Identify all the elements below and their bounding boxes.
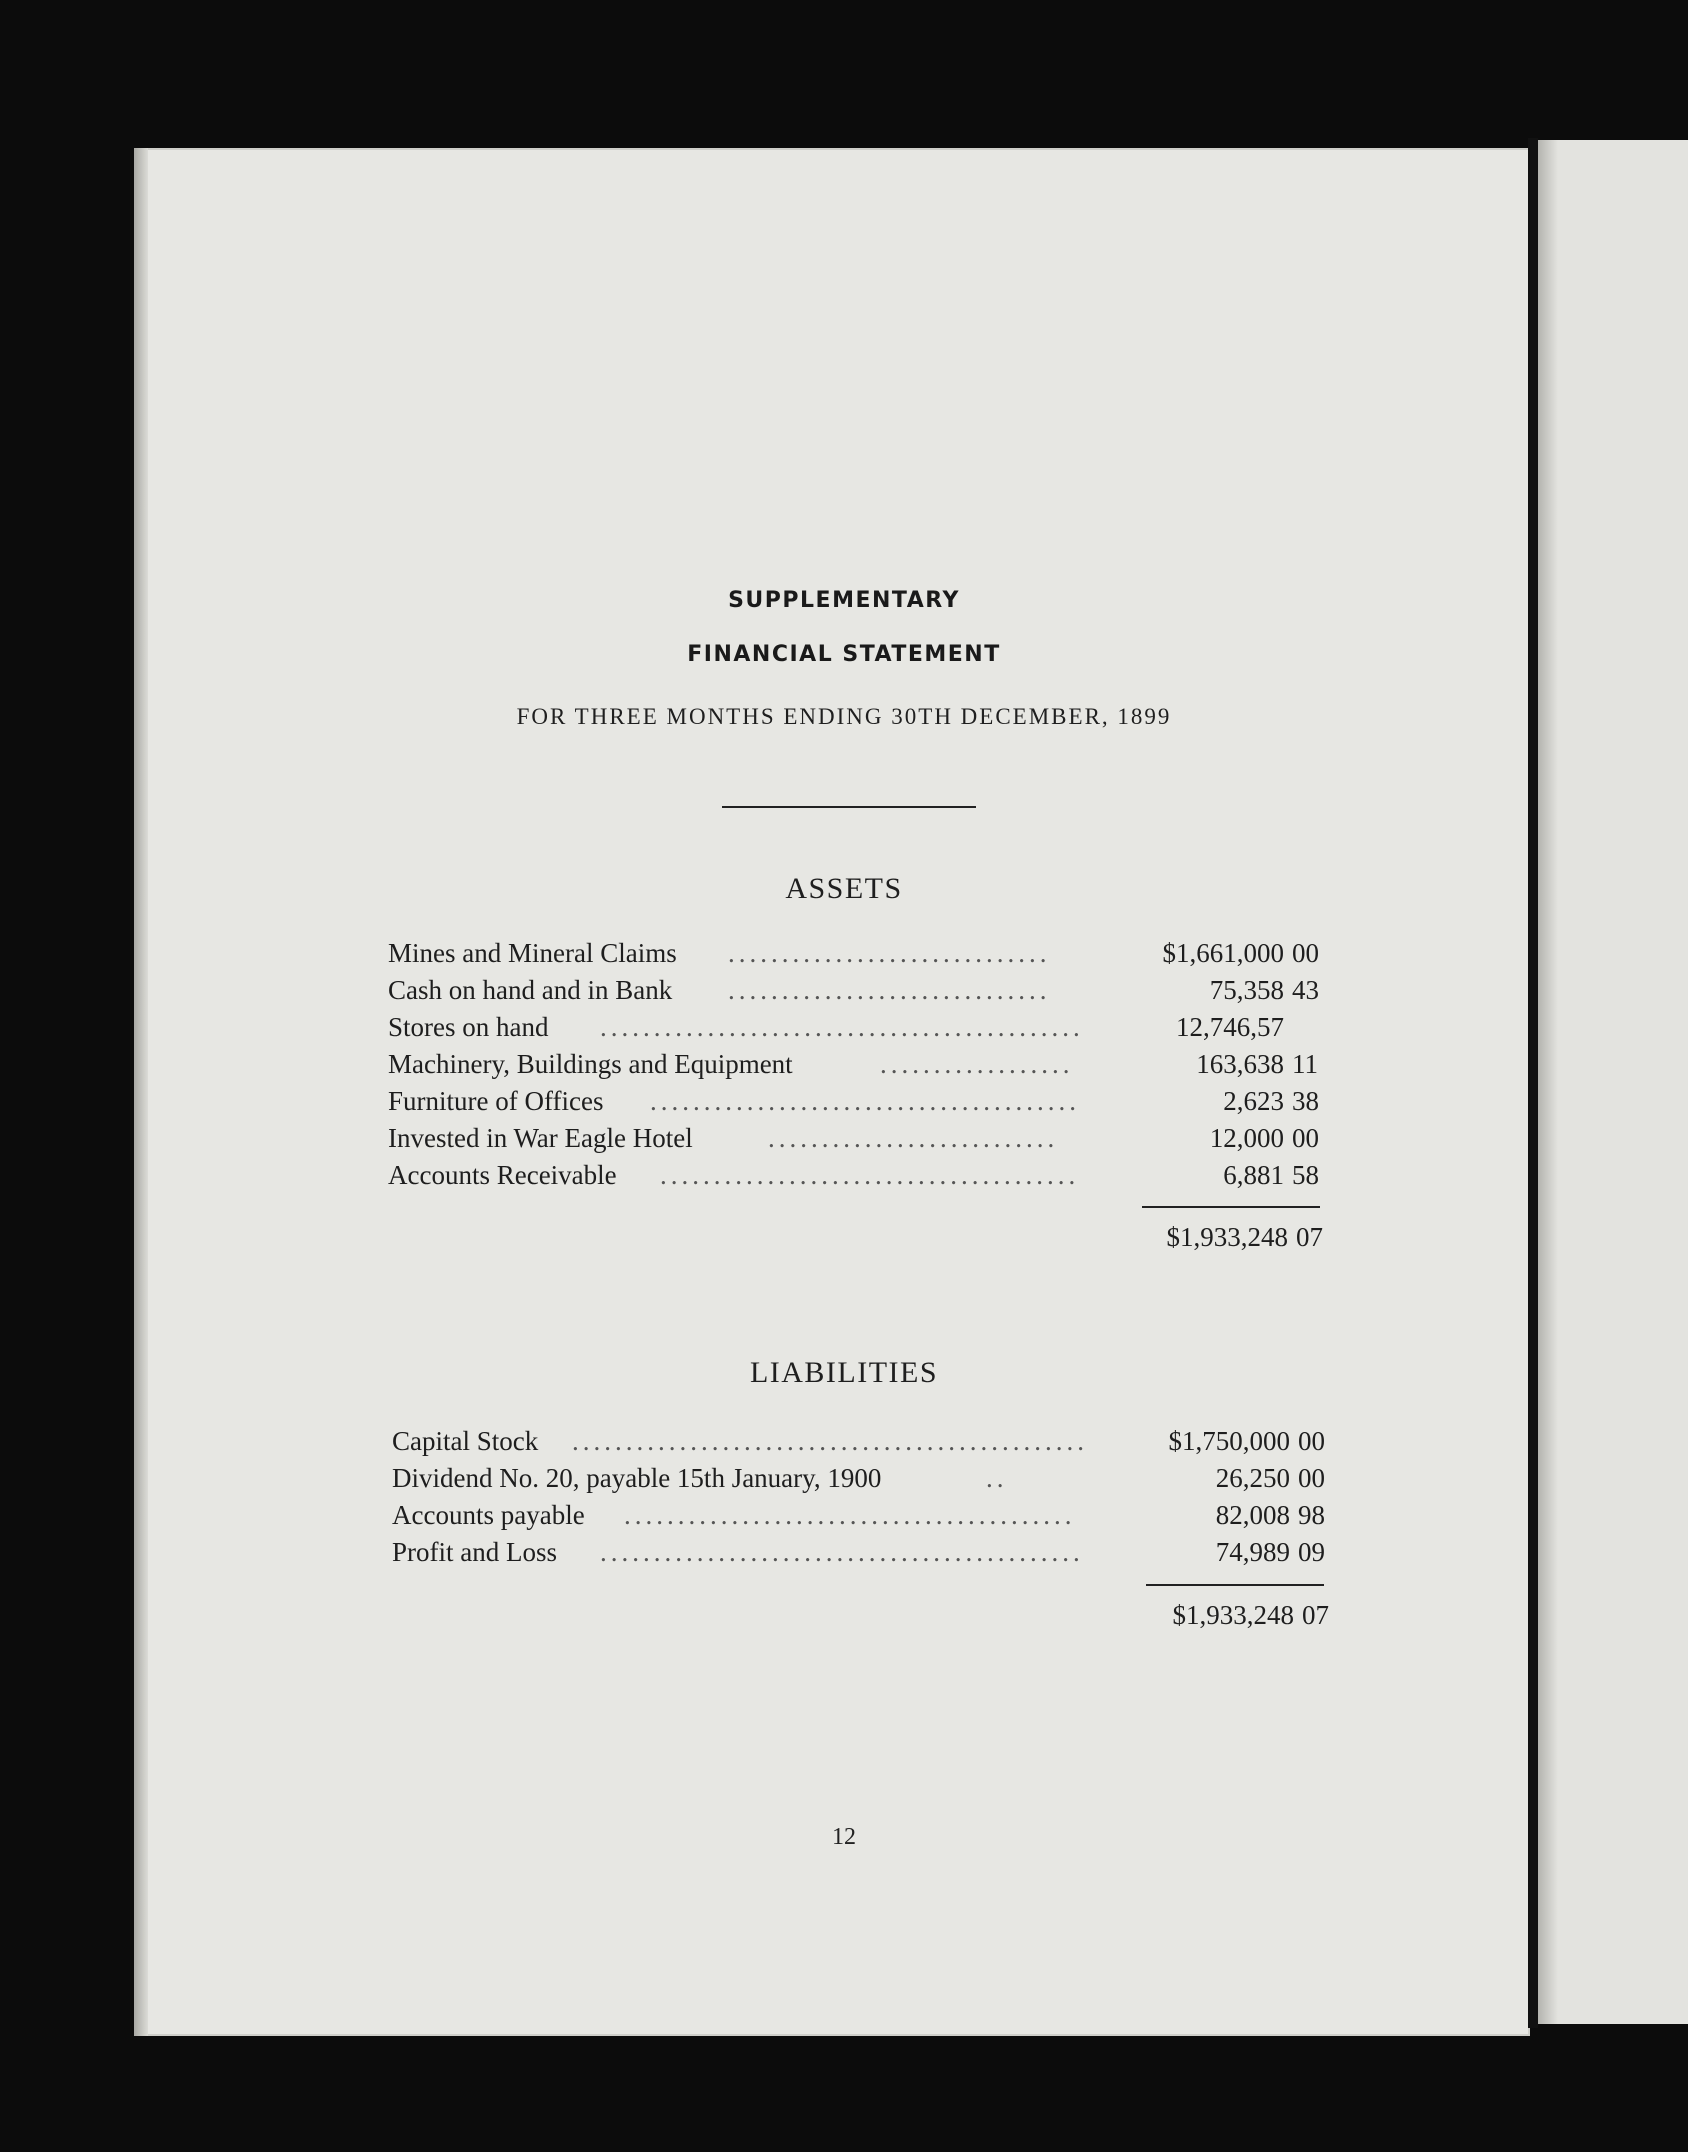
asset-dollars: 163,638 [1196, 1049, 1284, 1079]
asset-label: Stores on hand [388, 1012, 549, 1042]
statement-period: FOR THREE MONTHS ENDING 30TH DECEMBER, 1899 [516, 704, 1172, 729]
liability-row-payable [392, 1500, 1332, 1536]
facing-page-shadow [1538, 140, 1558, 2024]
facing-page [1538, 140, 1688, 2024]
asset-row-receivable [388, 1160, 1328, 1196]
liability-label: Dividend No. 20, payable 15th January, 1900 [392, 1463, 882, 1493]
asset-cents: 58 [1292, 1160, 1319, 1190]
asset-dollars: $1,661,000 [1162, 938, 1284, 968]
asset-row-furniture [388, 1086, 1328, 1122]
asset-label: Invested in War Eagle Hotel [388, 1123, 693, 1153]
liability-label: Capital Stock [392, 1426, 539, 1456]
dot-leader: ............................................. [600, 1012, 1084, 1042]
dot-leader: ........................................ [650, 1086, 1080, 1116]
asset-cents: 00 [1292, 938, 1319, 968]
dot-leader: ....................................... [660, 1160, 1080, 1190]
liability-cents: 00 [1298, 1463, 1325, 1493]
asset-row-cash [388, 975, 1328, 1011]
asset-row-machinery [388, 1049, 1328, 1085]
liability-cents: 98 [1298, 1500, 1325, 1530]
dot-leader: ............................................. [600, 1537, 1084, 1567]
asset-label: Furniture of Offices [388, 1086, 604, 1116]
liability-dollars: $1,750,000 [1168, 1426, 1290, 1456]
liabilities-heading: LIABILITIES [749, 1356, 939, 1389]
asset-row-hotel [388, 1123, 1328, 1159]
page-number: 12 [832, 1824, 856, 1850]
asset-cents: 43 [1292, 975, 1319, 1005]
assets-total-cents: 07 [1296, 1222, 1323, 1252]
asset-dollars: 75,358 [1209, 975, 1284, 1005]
liability-row-dividend [392, 1463, 1332, 1499]
page-edge [134, 148, 148, 2036]
assets-heading: ASSETS [785, 872, 903, 905]
book-binding [1528, 138, 1538, 2028]
dot-leader: ........................... [768, 1123, 1059, 1153]
asset-cents: 38 [1292, 1086, 1319, 1116]
liability-cents: 09 [1298, 1537, 1325, 1567]
asset-cents: 11 [1292, 1049, 1318, 1079]
dot-leader: .................. [880, 1049, 1074, 1079]
liability-dollars: 74,989 [1215, 1537, 1290, 1567]
liability-label: Profit and Loss [392, 1537, 557, 1567]
heading-supplementary: SUPPLEMENTARY [728, 588, 960, 613]
liability-row-profit-loss [392, 1537, 1332, 1573]
asset-dollars: 6,881 [1223, 1160, 1284, 1190]
assets-total-rule [1142, 1206, 1320, 1208]
dot-leader: .......................................... [624, 1500, 1076, 1530]
liability-cents: 00 [1298, 1426, 1325, 1456]
asset-label: Machinery, Buildings and Equipment [388, 1049, 793, 1079]
liability-dollars: 82,008 [1215, 1500, 1290, 1530]
assets-total-dollars: $1,933,248 [1166, 1222, 1288, 1252]
asset-row-mines [388, 938, 1328, 974]
divider-rule [722, 806, 976, 808]
liabilities-total-cents: 07 [1302, 1600, 1329, 1630]
liabilities-total-rule [1146, 1584, 1324, 1586]
dot-leader: .............................. [728, 975, 1051, 1005]
asset-cents: 00 [1292, 1123, 1319, 1153]
asset-row-stores [388, 1012, 1328, 1048]
liability-label: Accounts payable [392, 1500, 585, 1530]
heading-financial-statement: FINANCIAL STATEMENT [687, 642, 1001, 667]
asset-label: Cash on hand and in Bank [388, 975, 673, 1005]
liabilities-total-dollars: $1,933,248 [1172, 1600, 1294, 1630]
asset-dollars: 12,000 [1209, 1123, 1284, 1153]
dot-leader: .. [986, 1463, 1008, 1493]
asset-label: Accounts Receivable [388, 1160, 617, 1190]
asset-dollars: 12,746,57 [1176, 1012, 1284, 1042]
dot-leader: ................................................ [572, 1426, 1088, 1456]
dot-leader: .............................. [728, 938, 1051, 968]
asset-label: Mines and Mineral Claims [388, 938, 677, 968]
liability-row-capital [392, 1426, 1332, 1462]
asset-dollars: 2,623 [1223, 1086, 1284, 1116]
liability-dollars: 26,250 [1215, 1463, 1290, 1493]
